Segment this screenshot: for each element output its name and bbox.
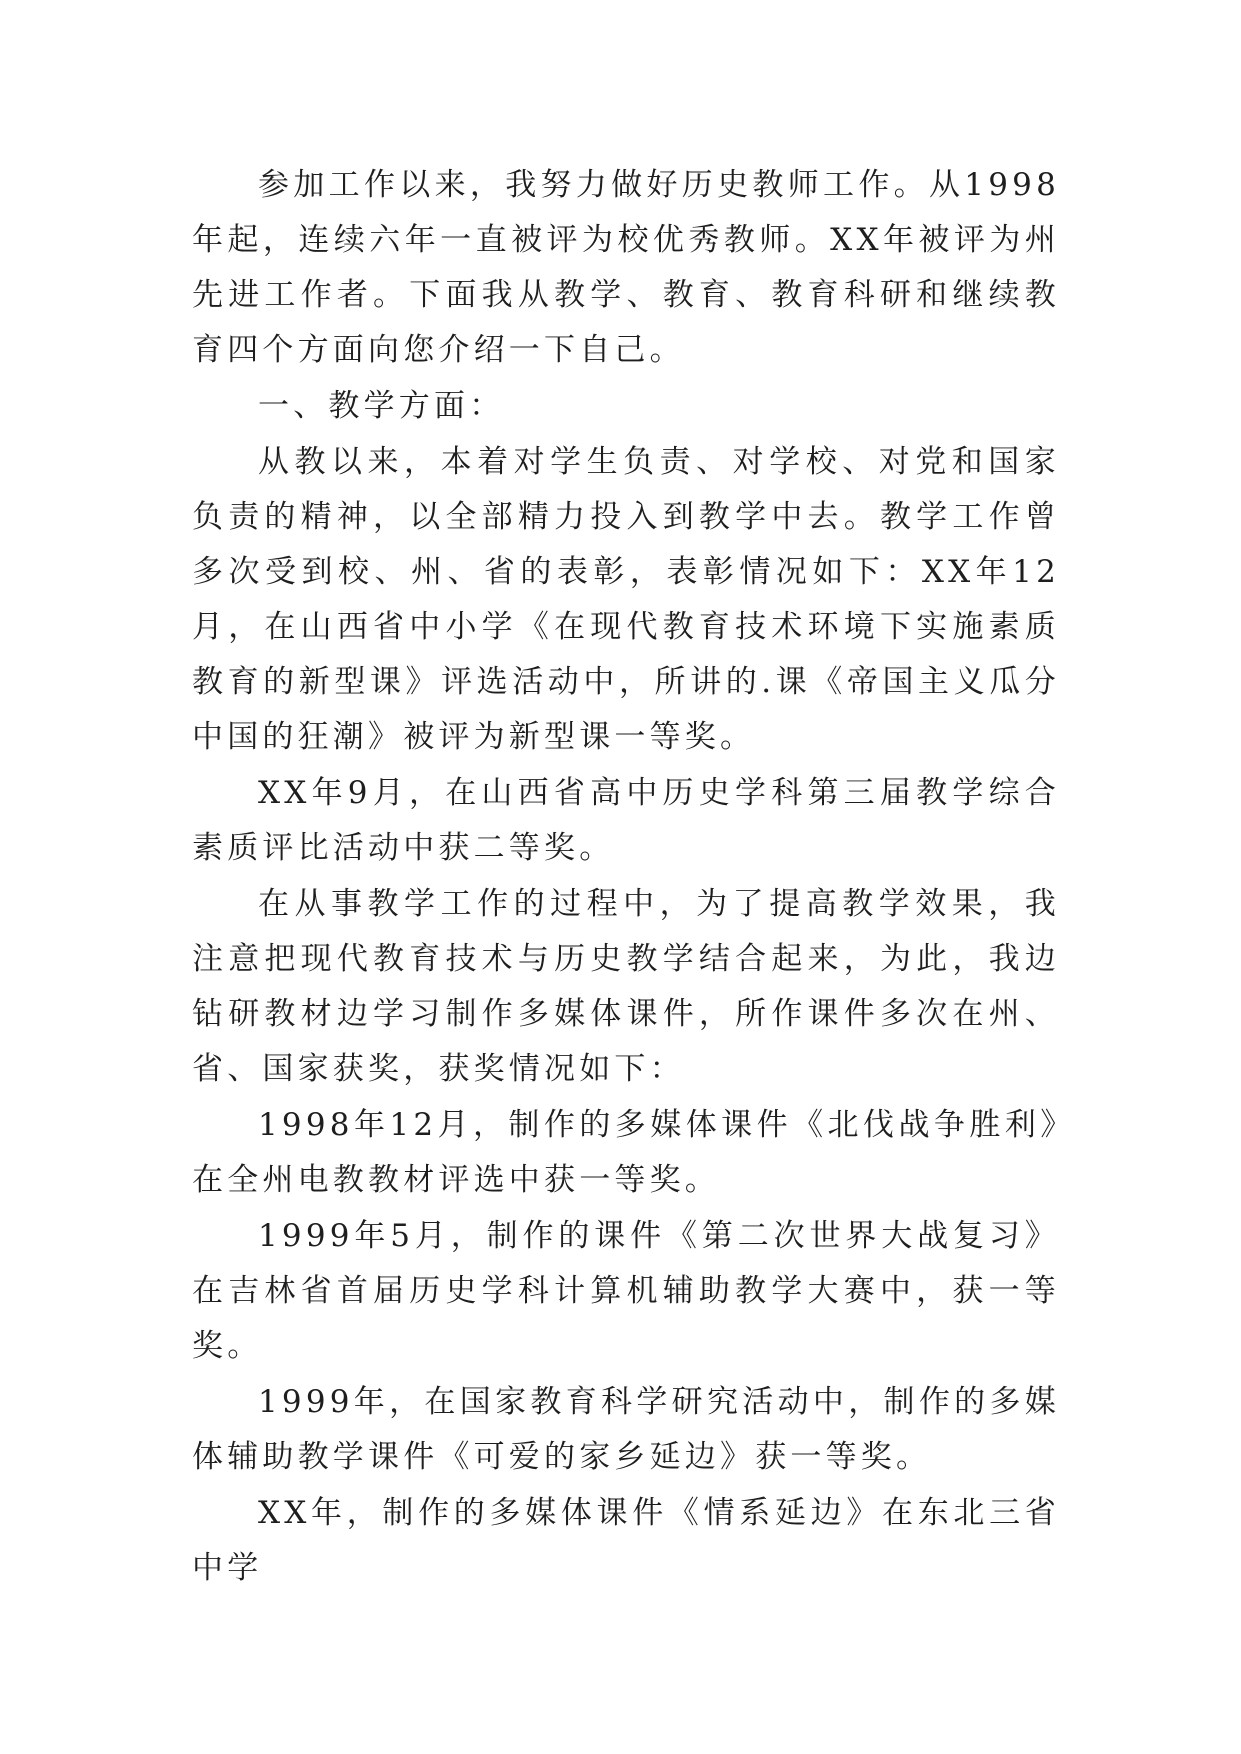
paragraph-award-1999-may: 1999年5月，制作的课件《第二次世界大战复习》在吉林省首届历史学科计算机辅助教学大赛中，获一等奖。 bbox=[192, 1218, 1060, 1364]
document-body bbox=[192, 158, 1060, 1597]
section-heading-teaching: 一、教学方面： bbox=[258, 388, 505, 424]
paragraph-award-1999: 1999年，在国家教育科学研究活动中，制作的多媒体辅助教学课件《可爱的家乡延边》获一等奖。 bbox=[192, 1384, 1060, 1475]
paragraph-teaching-awards: 从教以来，本着对学生负责、对学校、对党和国家负责的精神，以全部精力投入到教学中去。教学工作曾多次受到校、州、省的表彰，表彰情况如下：XX年12月，在山西省中小学《在现代教育技术环境下实施素质教育的新型课》评选活动中，所讲的.课《帝国主义瓜分中国的狂潮》被评为新型课一等奖。 bbox=[192, 444, 1060, 755]
paragraph-intro: 参加工作以来，我努力做好历史教师工作。从1998年起，连续六年一直被评为校优秀教师。XX年被评为州先进工作者。下面我从教学、教育、教育科研和继续教育四个方面向您介绍一下自己。 bbox=[192, 167, 1060, 368]
paragraph-award-1998: 1998年12月，制作的多媒体课件《北伐战争胜利》在全州电教教材评选中获一等奖。 bbox=[192, 1107, 1060, 1198]
paragraph-award-xx: XX年，制作的多媒体课件《情系延边》在东北三省中学 bbox=[192, 1495, 1060, 1586]
paragraph-multimedia: 在从事教学工作的过程中，为了提高教学效果，我注意把现代教育技术与历史教学结合起来，为此，我边钻研教材边学习制作多媒体课件，所作课件多次在州、省、国家获奖，获奖情况如下： bbox=[192, 886, 1060, 1087]
paragraph-competition-award: XX年9月，在山西省高中历史学科第三届教学综合素质评比活动中获二等奖。 bbox=[192, 775, 1060, 866]
